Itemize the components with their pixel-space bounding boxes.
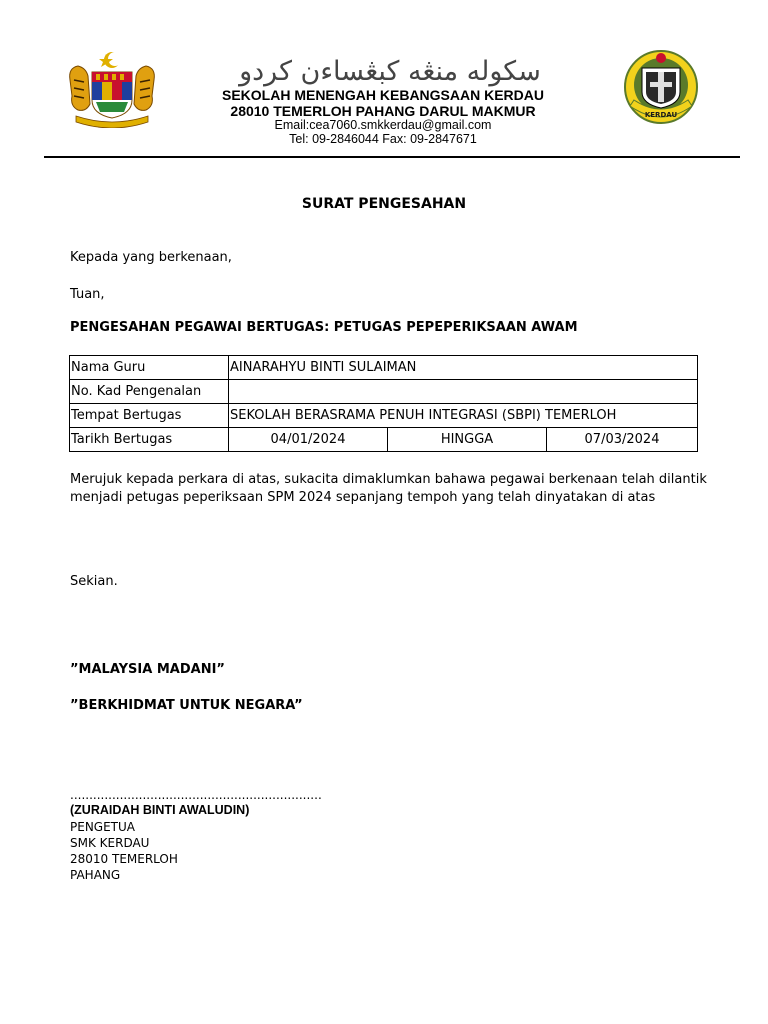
value-duty-place: SEKOLAH BERASRAMA PENUH INTEGRASI (SBPI) TEMERLOH <box>229 404 698 428</box>
coat-of-arms-logo <box>66 50 158 128</box>
value-date-from: 04/01/2024 <box>229 428 388 452</box>
signer-name: (ZURAIDAH BINTI AWALUDIN) <box>70 803 250 817</box>
officer-details-table <box>69 355 698 452</box>
paragraph-line-1: Merujuk kepada perkara di atas, sukacita dimaklumkan bahawa pegawai berkenaan telah dilantik <box>70 472 707 487</box>
school-phone-fax: Tel: 09-2846044 Fax: 09-2847671 <box>289 132 477 146</box>
signer-school: SMK KERDAU <box>70 836 150 850</box>
slogan-malaysia-madani: ”MALAYSIA MADANI” <box>70 662 225 677</box>
signer-state: PAHANG <box>70 868 121 882</box>
school-name: SEKOLAH MENENGAH KEBANGSAAN KERDAU <box>221 87 544 103</box>
label-ic-number: No. Kad Pengenalan <box>70 380 229 404</box>
value-date-separator: HINGGA <box>388 428 547 452</box>
value-ic-number <box>229 380 698 404</box>
table-row <box>70 404 698 428</box>
closing-text: Sekian. <box>70 574 118 589</box>
label-duty-place: Tempat Bertugas <box>70 404 229 428</box>
salutation-recipient: Kepada yang berkenaan, <box>70 250 232 265</box>
school-name-jawi: سکوله منڠه کبڠساءن کردو <box>239 56 541 87</box>
school-email: Email:cea7060.smkkerdau@gmail.com <box>274 118 492 132</box>
slogan-berkhidmat: ”BERKHIDMAT UNTUK NEGARA” <box>70 698 303 713</box>
crest-label: KERDAU <box>644 111 678 119</box>
salutation-sir: Tuan, <box>70 287 105 302</box>
letter-title: SURAT PENGESAHAN <box>301 196 467 212</box>
signer-title: PENGETUA <box>70 820 135 834</box>
paragraph-line-2: menjadi petugas peperiksaan SPM 2024 sepanjang tempoh yang telah dinyatakan di atas <box>70 490 656 505</box>
value-date-to: 07/03/2024 <box>547 428 698 452</box>
signer-postcode-city: 28010 TEMERLOH <box>70 852 178 866</box>
school-crest-logo <box>622 48 700 126</box>
value-teacher-name: AINARAHYU BINTI SULAIMAN <box>229 356 698 380</box>
letter-subject: PENGESAHAN PEGAWAI BERTUGAS: PETUGAS PEPEPERIKSAAN AWAM <box>70 320 578 335</box>
label-duty-date: Tarikh Bertugas <box>70 428 229 452</box>
signature-line: .................................................................. <box>70 788 322 802</box>
label-teacher-name: Nama Guru <box>70 356 229 380</box>
header-divider <box>44 156 740 158</box>
school-address: 28010 TEMERLOH PAHANG DARUL MAKMUR <box>230 103 536 119</box>
table-row <box>70 380 698 404</box>
table-row <box>70 428 698 452</box>
table-row <box>70 356 698 380</box>
